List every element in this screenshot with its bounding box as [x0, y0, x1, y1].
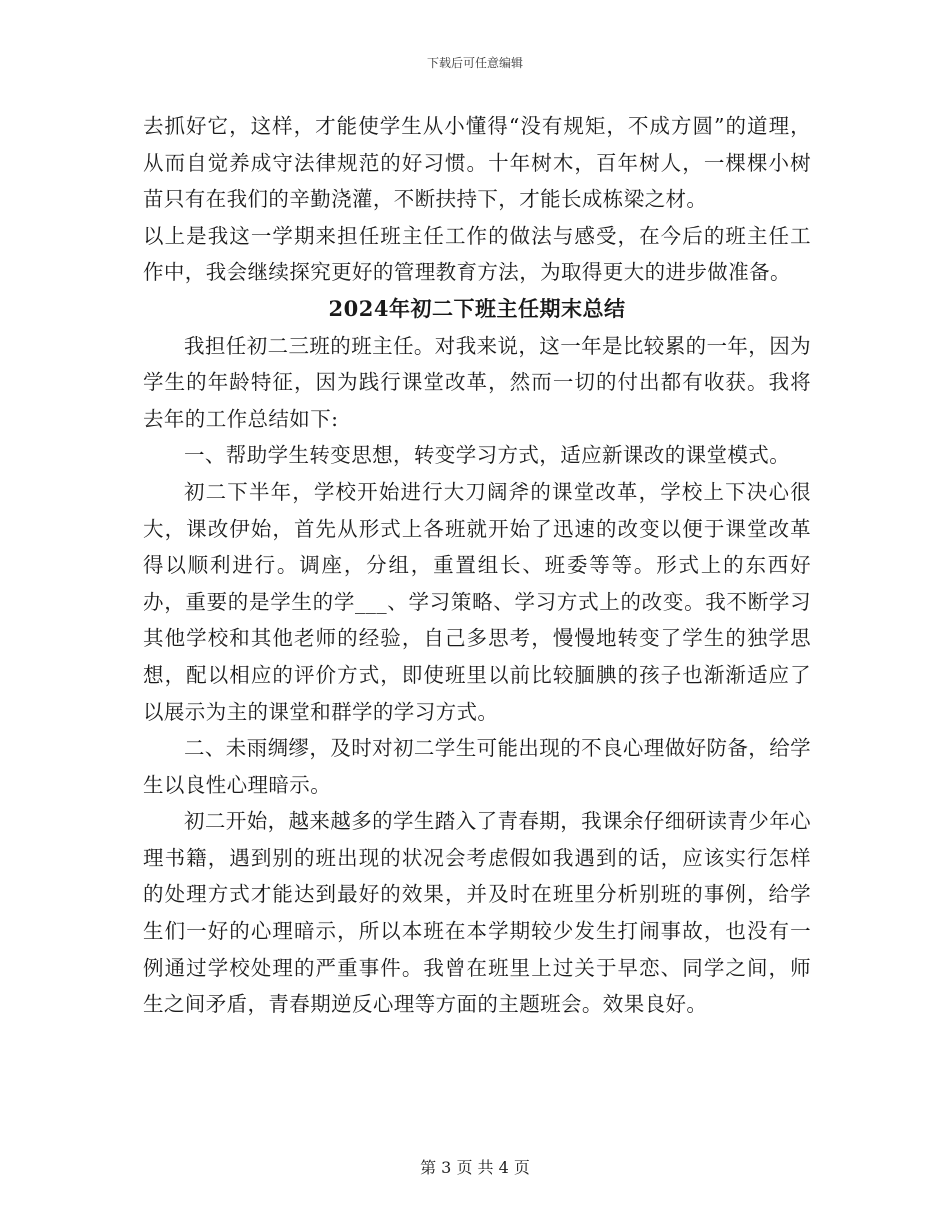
- continued-paragraph-2: 以上是我这一学期来担任班主任工作的做法与感受，在今后的班主任工作中，我会继续探究更好的管理教育方法，为取得更大的进步做准备。: [143, 223, 811, 285]
- paragraph-intro: 我担任初二三班的班主任。对我来说，这一年是比较累的一年，因为学生的年龄特征，因为践行课堂改革，然而一切的付出都有收获。我将去年的工作总结如下:: [143, 333, 811, 431]
- paragraph-heading-1: 一、帮助学生转变思想，转变学习方式，适应新课改的课堂模式。: [184, 443, 791, 468]
- paragraph-body-2: 初二开始，越来越多的学生踏入了青春期，我课余仔细研读青少年心理书籍，遇到别的班出现的状况会考虑假如我遇到的话，应该实行怎样的处理方式才能达到最好的效果，并及时在班里分析别班的事例，给学生们一好的心理暗示，所以本班在本学期较少发生打闹事故，也没有一例通过学校处理的严重事件。我曾在班里上过关于早恋、同学之间，师生之间矛盾，青春期逆反心理等方面的主题班会。效果良好。: [143, 809, 811, 1017]
- section-title: 2024年初二下班主任期末总结: [328, 295, 626, 321]
- page-header-note: 下载后可任意编辑: [426, 56, 523, 70]
- paragraph-heading-2: 二、未雨绸缪，及时对初二学生可能出现的不良心理做好防备，给学生以良性心理暗示。: [143, 736, 811, 797]
- continued-paragraph-1: 去抓好它，这样，才能使学生从小懂得“没有规矩，不成方圆”的道理，从而自觉养成守法律规范的好习惯。十年树木，百年树人，一棵棵小树苗只有在我们的辛勤浇灌，不断扶持下，才能长成栋梁之材。: [143, 114, 811, 212]
- paragraph-body-1: 初二下半年，学校开始进行大刀阔斧的课堂改革，学校上下决心很大，课改伊始，首先从形式上各班就开始了迅速的改变以便于课堂改革得以顺利进行。调座，分组，重置组长、班委等等。形式上的东西好办，重要的是学生的学___、学习策略、学习方式上的改变。我不断学习其他学校和其他老师的经验，自己多思考，慢慢地转变了学生的独学思想，配以相应的评价方式，即使班里以前比较腼腆的孩子也渐渐适应了以展示为主的课堂和群学的学习方式。: [143, 479, 811, 724]
- page-number: 第 3 页 共 4 页: [420, 1158, 530, 1177]
- document-body: [143, 108, 811, 1023]
